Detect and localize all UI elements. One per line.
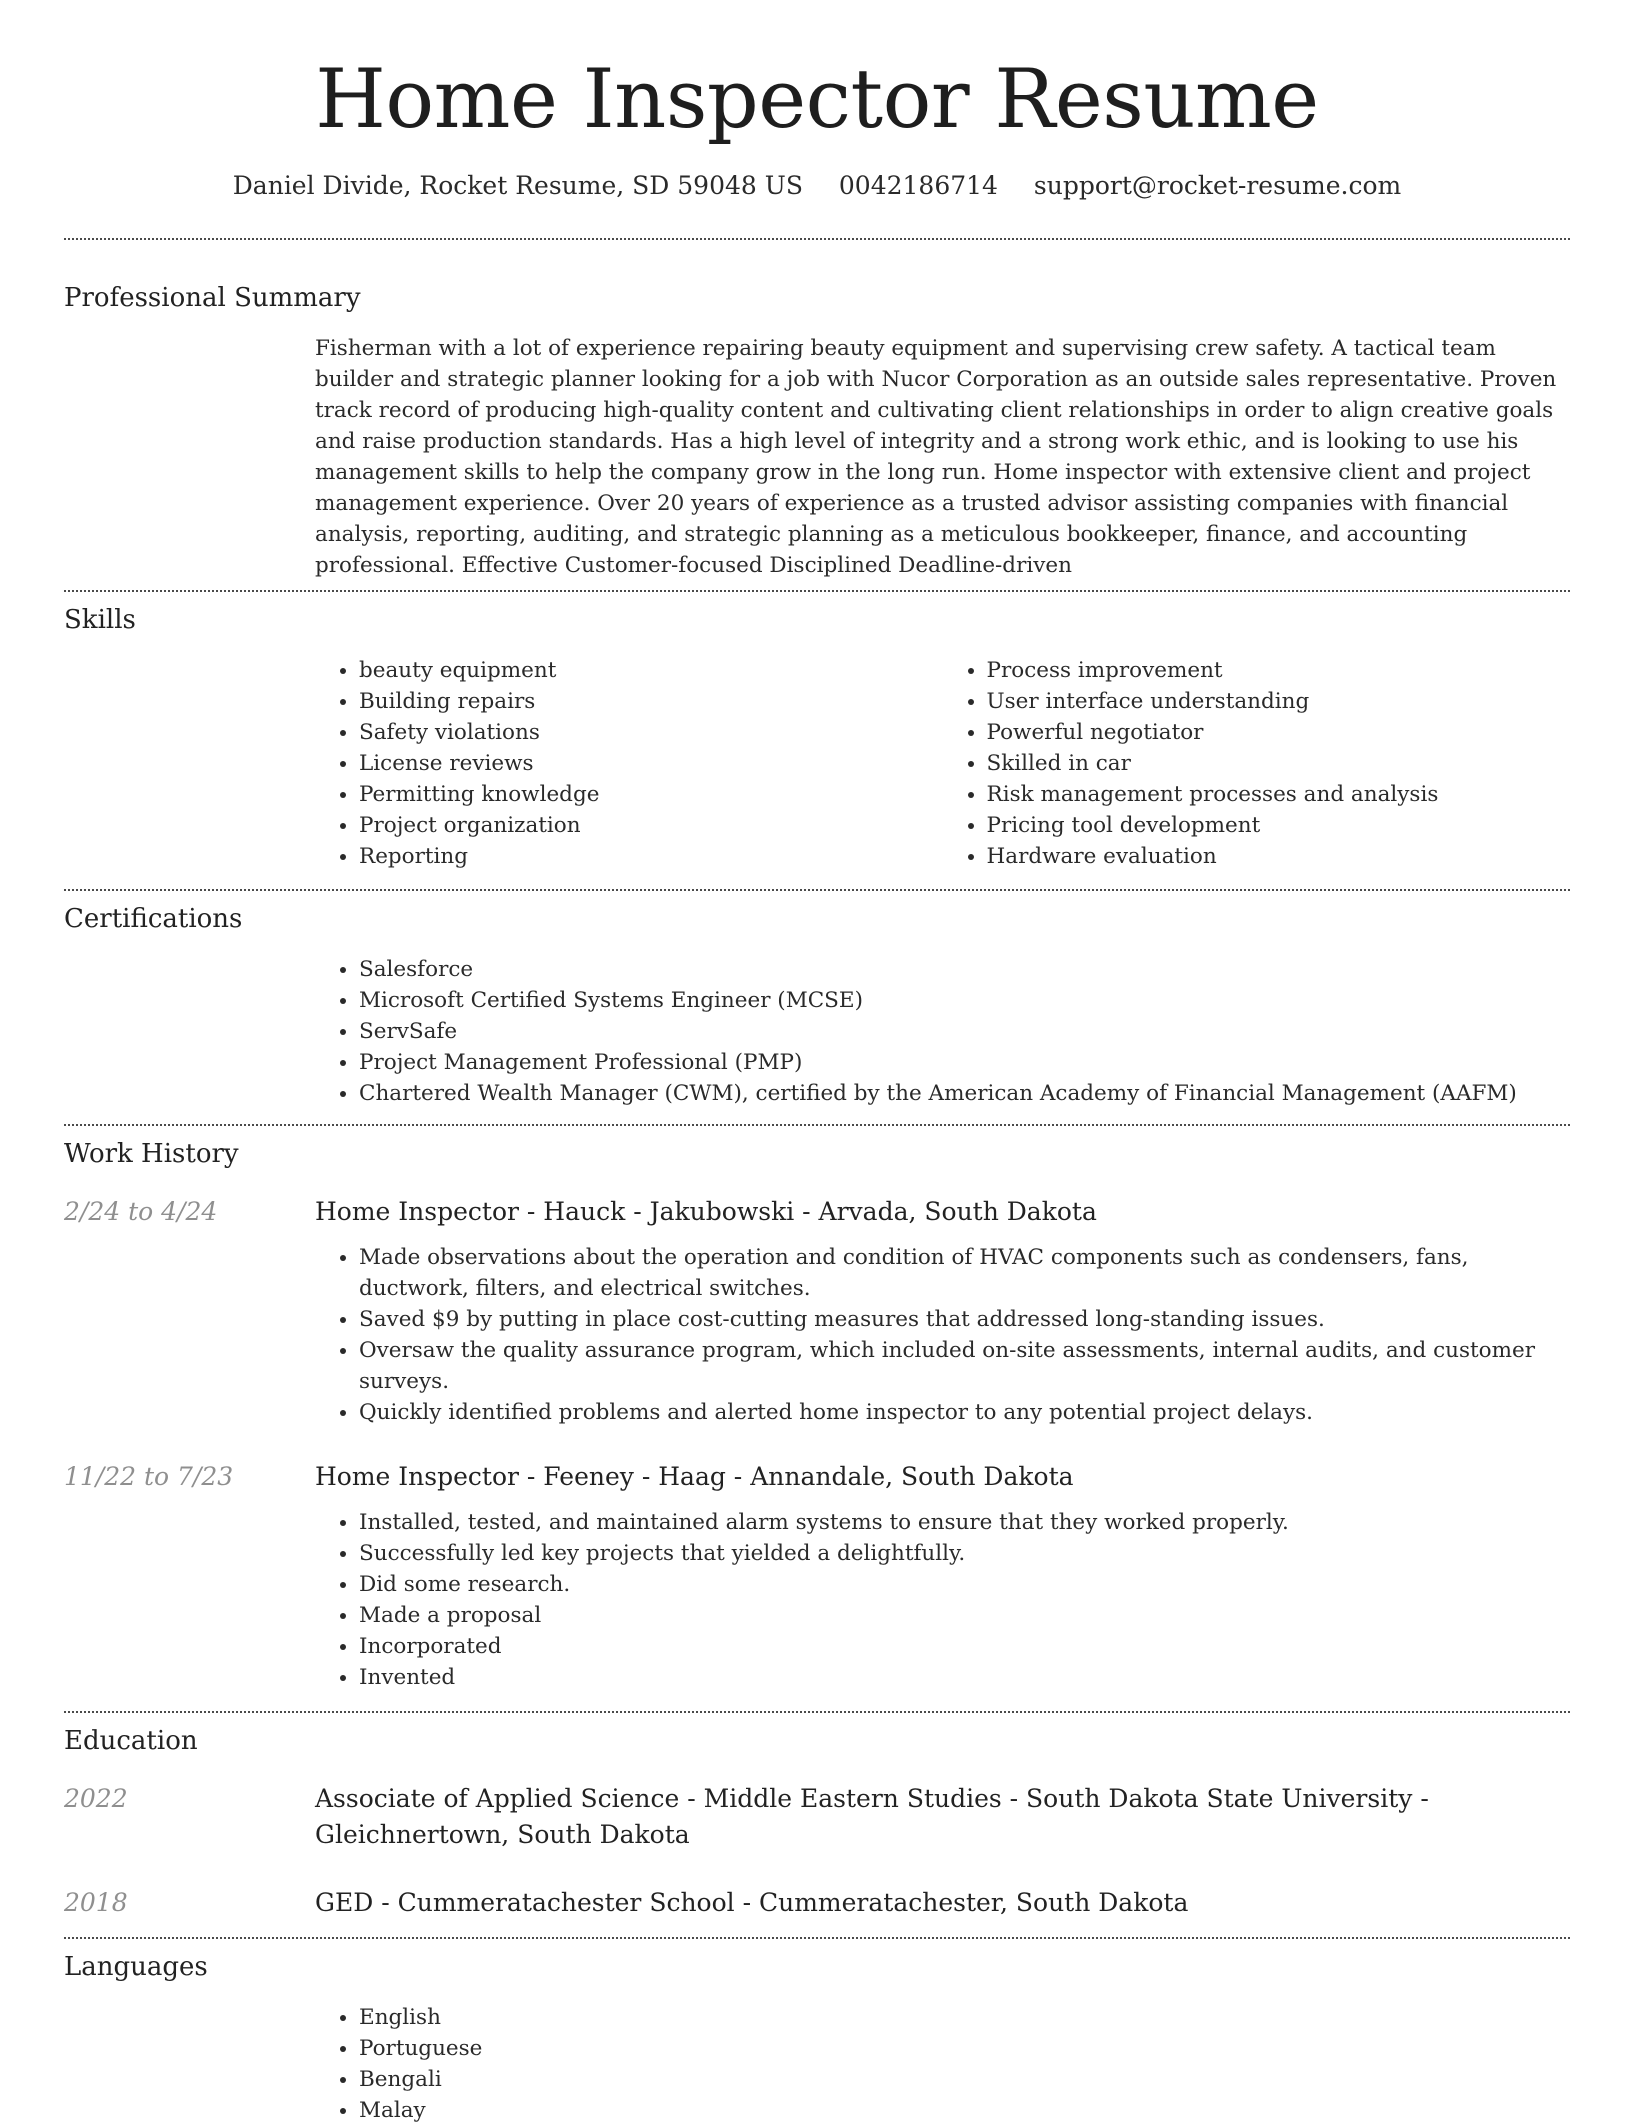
resume-page [64,0,1570,2126]
job-employer: - Hauck - Jakubowski - Arvada, South Dakota [518,1197,1097,1226]
section-title-skills: Skills [64,605,136,635]
education-heading [315,1885,1570,1921]
education-school: - South Dakota State University - Gleichnertown, South Dakota [315,1784,1429,1849]
job-bullet: • Invented [359,1662,1570,1693]
skills-list-left [315,655,943,872]
job-title: Home Inspector [315,1462,519,1491]
job-bullet: • Successfully led key projects that yielded a delightfully. [359,1538,1570,1569]
skill-item: • Building repairs [359,686,943,717]
education-section [64,1713,1570,1921]
job-entry [64,1459,1570,1693]
job-employer: - Feeney - Haag - Annandale, South Dakota [518,1462,1074,1491]
job-bullet: • Saved $9 by putting in place cost-cutting measures that addressed long-standing issues. [359,1304,1570,1335]
section-title-work: Work History [64,1139,239,1169]
education-degree: Associate of Applied Science - Middle Eastern Studies [315,1784,1002,1813]
education-degree: GED [315,1888,374,1917]
skill-item: • Skilled in car [987,748,1571,779]
certifications-section [64,891,1570,1109]
job-bullet: • Did some research. [359,1569,1570,1600]
contact-email[interactable]: support@rocket-resume.com [1033,171,1402,200]
certification-item: • Project Management Professional (PMP) [359,1047,1570,1078]
skill-item: • Hardware evaluation [987,841,1571,872]
contact-address: Daniel Divide, Rocket Resume, SD 59048 US [232,171,803,200]
job-bullet: • Installed, tested, and maintained alarm systems to ensure that they worked properly. [359,1507,1570,1538]
summary-section [64,240,1570,581]
certifications-list [315,954,1570,1109]
job-heading [315,1459,1570,1495]
job-bullet: • Incorporated [359,1631,1570,1662]
education-entry [64,1885,1570,1921]
job-bullet: • Quickly identified problems and alerted home inspector to any potential project delays. [359,1397,1570,1428]
education-date: 2022 [64,1784,128,1813]
skill-item: • User interface understanding [987,686,1571,717]
job-entry [64,1194,1570,1428]
language-item: • Bengali [359,2064,1570,2095]
language-item: • Portuguese [359,2033,1570,2064]
job-bullets [64,1242,1570,1428]
skill-item: • Permitting knowledge [359,779,943,810]
summary-text: Fisherman with a lot of experience repairing beauty equipment and supervising crew safety. A tactical team builder and strategic planner looking for a job with Nucor Corporation as an outside sales representative. Proven track record of producing high-quality content and cultivating client relationships in order to align creative goals and raise production standards. Has a high level of integrity and a strong work ethic, and is looking to use his management skills to help the company grow in the long run. Home inspector with extensive client and project management experience. Over 20 years of experience as a trusted advisor assisting companies with financial analysis, reporting, auditing, and strategic planning as a meticulous bookkeeper, finance, and accounting professional. Effective Customer-focused Disciplined Deadline-driven [315,336,1557,578]
job-bullet: • Oversaw the quality assurance program, which included on-site assessments, internal audits, and customer surveys. [359,1335,1570,1397]
education-entry [64,1781,1570,1853]
work-section [64,1126,1570,1693]
skill-item: • Reporting [359,841,943,872]
job-date: 2/24 to 4/24 [64,1197,218,1226]
certification-item: • Chartered Wealth Manager (CWM), certified by the American Academy of Financial Management (AAFM) [359,1078,1570,1109]
job-date: 11/22 to 7/23 [64,1462,234,1491]
job-bullet: • Made observations about the operation and condition of HVAC components such as condensers, fans, ductwork, filters, and electrical switches. [359,1242,1570,1304]
skill-item: • License reviews [359,748,943,779]
skill-item: • Process improvement [987,655,1571,686]
job-bullet: • Made a proposal [359,1600,1570,1631]
skill-item: • Safety violations [359,717,943,748]
education-date: 2018 [64,1888,128,1917]
languages-section [64,1939,1570,2126]
skill-item: • beauty equipment [359,655,943,686]
skill-item: • Powerful negotiator [987,717,1571,748]
contact-phone: 0042186714 [838,171,998,200]
section-title-summary: Professional Summary [64,283,361,313]
job-bullets [64,1507,1570,1693]
education-heading [315,1781,1570,1853]
language-item: • Malay [359,2095,1570,2126]
skills-list-right [943,655,1571,872]
language-item: • English [359,2002,1570,2033]
skill-item: • Pricing tool development [987,810,1571,841]
job-title: Home Inspector [315,1197,519,1226]
languages-list [315,2002,1570,2126]
skill-item: • Project organization [359,810,943,841]
certification-item: • Salesforce [359,954,1570,985]
skills-section [64,592,1570,872]
section-title-languages: Languages [64,1952,208,1982]
section-title-education: Education [64,1726,198,1756]
contact-line [64,168,1570,204]
page-title: Home Inspector Resume [315,53,1319,147]
skill-item: • Risk management processes and analysis [987,779,1571,810]
certification-item: • Microsoft Certified Systems Engineer (MCSE) [359,985,1570,1016]
section-title-certifications: Certifications [64,904,243,934]
job-heading [315,1194,1570,1230]
education-school: - Cummeratachester School - Cummeratachester, South Dakota [373,1888,1189,1917]
certification-item: • ServSafe [359,1016,1570,1047]
